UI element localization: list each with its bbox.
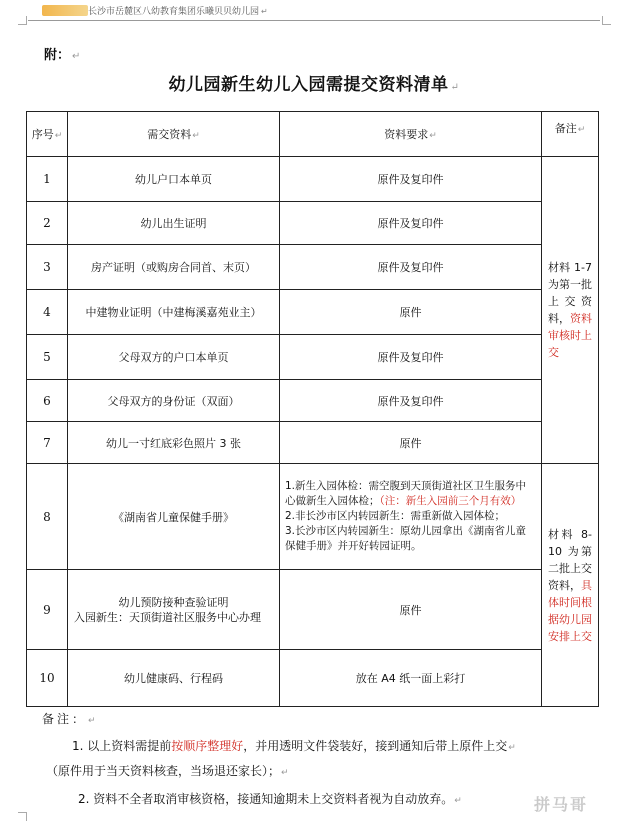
header-note: 备注↵ xyxy=(542,112,599,157)
table-row xyxy=(27,380,599,422)
paragraph-mark-icon: ↵ xyxy=(450,82,460,93)
material-line-1: 幼儿预防接种查验证明 xyxy=(118,595,229,609)
requirement-cell: 原件及复印件 xyxy=(280,157,542,202)
material-cell: 幼儿出生证明 xyxy=(68,202,280,245)
table-row xyxy=(27,290,599,335)
page-title: 幼儿园新生幼儿入园需提交资料清单 ↵ xyxy=(168,75,460,95)
requirement-cell: 原件 xyxy=(280,570,542,650)
row-number: 1 xyxy=(27,157,68,202)
row-number: 9 xyxy=(27,570,68,650)
table-row xyxy=(27,650,599,707)
margin-corner-mark xyxy=(18,812,27,821)
material-cell: 父母双方的户口本单页 xyxy=(68,335,280,380)
table-row xyxy=(27,202,599,245)
paragraph-mark-icon: ↵ xyxy=(261,7,268,16)
row-number: 6 xyxy=(27,380,68,422)
attachment-label: 附： ↵ xyxy=(44,48,81,63)
remark-item-1-continued: （原件用于当天资料核查，当场退还家长）；↵ xyxy=(46,764,289,778)
page-header xyxy=(28,4,600,20)
requirement-item-3: 3.长沙市区内转园新生：原幼儿园拿出《湖南省儿童保健手册》并开好转园证明。 xyxy=(285,525,527,552)
material-cell: 幼儿健康码、行程码 xyxy=(68,650,280,707)
requirement-cell: 原件 xyxy=(280,422,542,464)
paragraph-mark-icon: ↵ xyxy=(72,51,81,62)
requirement-item-2: 2.非长沙市区内转园新生：需重新做入园体检； xyxy=(285,510,506,522)
requirement-cell: 原件及复印件 xyxy=(280,335,542,380)
material-cell: 幼儿户口本单页 xyxy=(68,157,280,202)
material-cell xyxy=(68,570,280,650)
note-cell-group2: 材料 8-10 为第二批上交资料，具体时间根据幼儿园安排上交 xyxy=(542,464,599,707)
row-number: 8 xyxy=(27,464,68,570)
material-cell: 父母双方的身份证（双面） xyxy=(68,380,280,422)
requirement-item-1: 1.新生入园体检：需空腹到天顶街道社区卫生服务中心做新生入园体检；（注：新生入园前三个月有效） xyxy=(285,480,527,507)
remark-item-2: 2. 资料不全者取消审核资格，接通知逾期未上交资料者视为自动放弃。↵ xyxy=(78,792,462,806)
material-cell: 中建物业证明（中建梅溪嘉苑业主） xyxy=(68,290,280,335)
requirement-cell: 原件及复印件 xyxy=(280,245,542,290)
requirement-cell-detail xyxy=(280,464,542,570)
material-cell: 幼儿一寸红底彩色照片 3 张 xyxy=(68,422,280,464)
table-row xyxy=(27,464,599,570)
row-number: 2 xyxy=(27,202,68,245)
requirement-cell: 原件及复印件 xyxy=(280,202,542,245)
margin-corner-mark xyxy=(602,16,611,25)
row-number: 10 xyxy=(27,650,68,707)
material-line-2: 入园新生：天顶街道社区服务中心办理 xyxy=(74,610,261,624)
margin-corner-mark xyxy=(18,16,27,25)
material-cell: 房产证明（或购房合同首、末页） xyxy=(68,245,280,290)
material-cell: 《湖南省儿童保健手册》 xyxy=(68,464,280,570)
remarks-heading: 备注：↵ xyxy=(42,712,99,726)
table-row xyxy=(27,422,599,464)
school-name: 长沙市岳麓区八幼教育集团乐曦贝贝幼儿园 xyxy=(88,7,260,17)
table-header-row xyxy=(27,112,599,157)
table-row xyxy=(27,157,599,202)
requirement-cell: 原件及复印件 xyxy=(280,380,542,422)
school-logo-icon xyxy=(42,5,88,16)
table-row xyxy=(27,245,599,290)
row-number: 4 xyxy=(27,290,68,335)
remark-item-1: 1. 以上资料需提前按顺序整理好，并用透明文件袋装好，接到通知后带上原件上交↵ xyxy=(72,739,516,753)
note-cell-group1: 材料 1-7 为第一批上交资料，资料审核时上交 xyxy=(542,157,599,464)
header-material: 需交资料↵ xyxy=(68,112,280,157)
row-number: 7 xyxy=(27,422,68,464)
header-requirement: 资料要求↵ xyxy=(280,112,542,157)
header-no: 序号↵ xyxy=(27,112,68,157)
materials-table xyxy=(26,111,599,707)
watermark: 拼马哥 xyxy=(534,795,589,814)
table-row xyxy=(27,570,599,650)
table-row xyxy=(27,335,599,380)
requirement-cell: 原件 xyxy=(280,290,542,335)
requirement-cell: 放在 A4 纸一面上彩打 xyxy=(280,650,542,707)
row-number: 3 xyxy=(27,245,68,290)
row-number: 5 xyxy=(27,335,68,380)
header-divider xyxy=(28,20,600,21)
